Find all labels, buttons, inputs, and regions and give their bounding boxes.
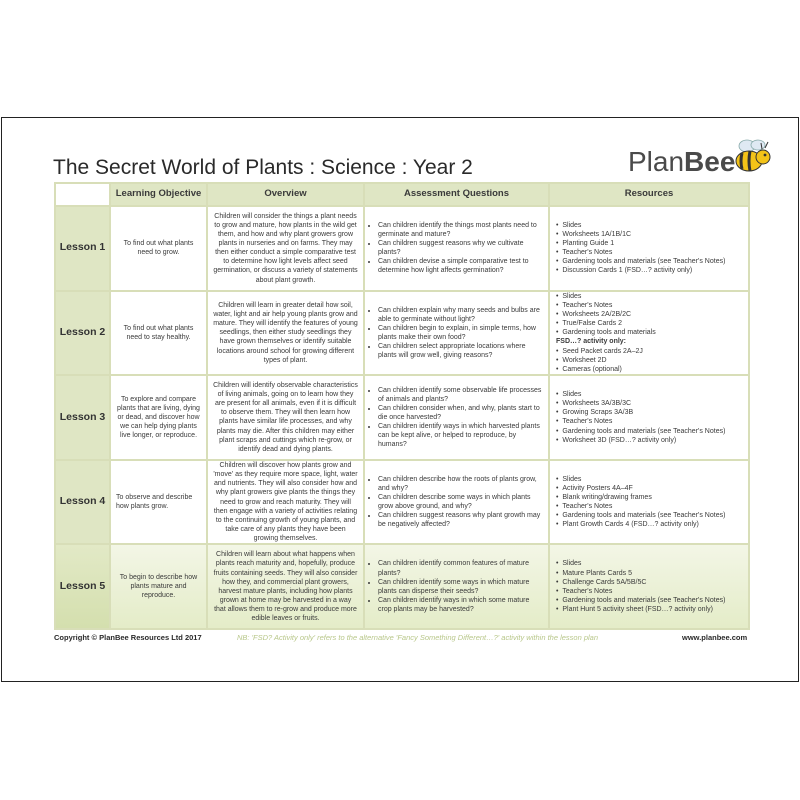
assessment-questions-cell bbox=[365, 292, 548, 375]
assessment-questions-cell bbox=[365, 545, 548, 628]
questions-list bbox=[370, 306, 543, 361]
resource-item: • Worksheets 1A/1B/1C bbox=[556, 230, 725, 239]
learning-objective-cell bbox=[111, 292, 206, 375]
lesson-overview-sheet bbox=[1, 117, 799, 682]
assessment-questions-cell bbox=[365, 461, 548, 544]
question-item: • Can children suggest reasons why plant growth may be negatively affected? bbox=[378, 511, 543, 529]
resource-item: • Mature Plants Cards 5 bbox=[556, 569, 725, 578]
resource-item: • Gardening tools and materials (see Teacher's Notes) bbox=[556, 511, 725, 520]
resources-cell bbox=[550, 292, 748, 375]
resources-list bbox=[556, 475, 725, 530]
lesson-table bbox=[54, 182, 750, 630]
header-learning-objective: Learning Objective bbox=[111, 184, 206, 205]
question-item: • Can children describe how the roots of plants grow, and why? bbox=[378, 475, 543, 493]
question-item: • Can children identify some observable life processes of animals and plants? bbox=[378, 386, 543, 404]
resource-item: • Activity Posters 4A–4F bbox=[556, 484, 725, 493]
questions-list bbox=[370, 475, 543, 530]
overview-cell bbox=[208, 292, 363, 375]
learning-objective-cell bbox=[111, 207, 206, 290]
resource-item: • Worksheets 3A/3B/3C bbox=[556, 399, 725, 408]
questions-list bbox=[370, 559, 543, 614]
lesson-label: Lesson 4 bbox=[56, 461, 109, 544]
planbee-logo bbox=[628, 146, 735, 178]
resource-item: • Gardening tools and materials bbox=[556, 328, 656, 337]
logo-text-bee: Bee bbox=[684, 146, 736, 177]
question-item: • Can children identify ways in which some mature crop plants may be harvested? bbox=[378, 596, 543, 614]
resource-subheading: FSD…? activity only: bbox=[556, 338, 627, 346]
overview-text: Children will learn about what happens when plants reach maturity and, hopefully, produce fruits containing seeds. They will also consider how they, and commercial plant growers, harvest mature plants, including how plants grown at home may be harvested in a way that allows them to re-grow and produce more edible leaves or fruits. bbox=[213, 551, 358, 622]
objective-text: To explore and compare plants that are living, dying or dead, and discover how we can help dying plants live longer, or reproduce. bbox=[117, 395, 200, 440]
question-item: • Can children select appropriate locations where plants will grow well, giving reasons? bbox=[378, 342, 543, 360]
resource-item: • Planting Guide 1 bbox=[556, 239, 725, 248]
resource-item: • Blank writing/drawing frames bbox=[556, 493, 725, 502]
objective-text: To begin to describe how plants mature and reproduce. bbox=[119, 574, 198, 600]
overview-cell bbox=[208, 376, 363, 459]
resource-item: • Slides bbox=[556, 475, 725, 484]
question-item: • Can children devise a simple comparative test to determine how light affects germination? bbox=[378, 257, 543, 275]
resource-item: • Slides bbox=[556, 221, 725, 230]
question-item: • Can children identify the things most plants need to germinate and mature? bbox=[378, 221, 543, 239]
resource-item: • Teacher's Notes bbox=[556, 248, 725, 257]
resource-item: • Worksheet 3D (FSD…? activity only) bbox=[556, 436, 725, 445]
objective-text: To find out what plants need to stay healthy. bbox=[123, 324, 194, 341]
resource-item: • Gardening tools and materials (see Teacher's Notes) bbox=[556, 427, 725, 436]
learning-objective-cell bbox=[111, 461, 206, 544]
overview-cell bbox=[208, 207, 363, 290]
logo-text-plan: Plan bbox=[628, 146, 685, 177]
overview-text: Children will learn in greater detail how soil, water, light and air help young plants grow and mature. They will identify the features of young seedlings, then either study seedlings they have grown themselves or identify suitable locations around school for growing different types of plant. bbox=[213, 302, 358, 364]
questions-list bbox=[370, 386, 543, 450]
resource-item: • Growing Scraps 3A/3B bbox=[556, 408, 725, 417]
header-resources: Resources bbox=[550, 184, 748, 205]
resource-item: • Discussion Cards 1 (FSD…? activity only) bbox=[556, 266, 725, 275]
question-item: • Can children explain why many seeds and bulbs are able to germinate without light? bbox=[378, 306, 543, 324]
lesson-label: Lesson 3 bbox=[56, 376, 109, 459]
question-item: • Can children identify common features of mature plants? bbox=[378, 559, 543, 577]
resource-item: • Teacher's Notes bbox=[556, 417, 725, 426]
overview-text: Children will consider the things a plant needs to grow and mature, how plants in the wild get them, and how and why plant growers grow plants in nurseries and on farms. They may then either conduct a simple comparative test to determine how light levels affect seed germination, or discuss a variety of statements about plant growth. bbox=[213, 212, 358, 284]
resources-cell bbox=[550, 207, 748, 290]
resource-item: • True/False Cards 2 bbox=[556, 319, 656, 328]
objective-text: To observe and describe how plants grow. bbox=[116, 494, 193, 511]
lesson-label: Lesson 5 bbox=[56, 545, 109, 628]
resource-item: • Worksheets 2A/2B/2C bbox=[556, 310, 656, 319]
overview-text: Children will identify observable characteristics of living animals, going on to learn how they are present for all animals, even if it is difficult to observe them. They will then learn how plants have similar life processes, and why plants may die. After this children may either plant scraps and cuttings which re-grow, or identify dead and dying plants. bbox=[213, 382, 358, 453]
resource-item: • Teacher's Notes bbox=[556, 502, 725, 511]
resource-item: • Plant Hunt 5 activity sheet (FSD…? activity only) bbox=[556, 605, 725, 614]
questions-list bbox=[370, 221, 543, 276]
resource-item: • Gardening tools and materials (see Teacher's Notes) bbox=[556, 596, 725, 605]
resources-list bbox=[556, 390, 725, 445]
resource-item: • Seed Packet cards 2A–2J bbox=[556, 347, 656, 356]
resources-list bbox=[556, 292, 656, 374]
resource-item: • Challenge Cards 5A/5B/5C bbox=[556, 578, 725, 587]
bee-icon bbox=[727, 136, 775, 176]
resource-item: • Worksheet 2D bbox=[556, 356, 656, 365]
resource-item: • Plant Growth Cards 4 (FSD…? activity only) bbox=[556, 520, 725, 529]
resources-cell bbox=[550, 376, 748, 459]
document-title: The Secret World of Plants : Science : Year 2 bbox=[53, 156, 473, 179]
website-link[interactable]: www.planbee.com bbox=[682, 633, 748, 642]
assessment-questions-cell bbox=[365, 376, 548, 459]
objective-text: To find out what plants need to grow. bbox=[123, 240, 194, 257]
header-overview: Overview bbox=[208, 184, 363, 205]
fsd-note: NB: 'FSD? Activity only' refers to the alternative 'Fancy Something Different…?' activity within the lesson plan bbox=[237, 633, 599, 642]
lesson-label: Lesson 1 bbox=[56, 207, 109, 290]
resource-item: • Gardening tools and materials (see Teacher's Notes) bbox=[556, 257, 725, 266]
lesson-label: Lesson 2 bbox=[56, 292, 109, 375]
header-assessment-questions: Assessment Questions bbox=[365, 184, 548, 205]
copyright-text: Copyright © PlanBee Resources Ltd 2017 bbox=[54, 633, 202, 642]
question-item: • Can children suggest reasons why we cultivate plants? bbox=[378, 239, 543, 257]
question-item: • Can children identify some ways in which mature plants can disperse their seeds? bbox=[378, 578, 543, 596]
question-item: • Can children describe some ways in which plants grow above ground, and why? bbox=[378, 493, 543, 511]
assessment-questions-cell bbox=[365, 207, 548, 290]
learning-objective-cell bbox=[111, 376, 206, 459]
resource-item: • Cameras (optional) bbox=[556, 365, 656, 374]
resource-item: • Teacher's Notes bbox=[556, 301, 656, 310]
table-corner bbox=[56, 184, 109, 205]
resource-item: • Slides bbox=[556, 292, 656, 301]
overview-cell bbox=[208, 461, 363, 544]
resource-item: • Slides bbox=[556, 559, 725, 568]
overview-cell bbox=[208, 545, 363, 628]
learning-objective-cell bbox=[111, 545, 206, 628]
question-item: • Can children begin to explain, in simple terms, how plants make their own food? bbox=[378, 324, 543, 342]
overview-text: Children will discover how plants grow and 'move' as they require more space, light, water and nutrients. They will also consider how and why plant growers give plants the things they need to grow and reach maturity. They will then engage with a variety of activities relating to the continuing growth of young plants, and take care of any plants they have been growing themselves. bbox=[213, 462, 358, 542]
resources-cell bbox=[550, 461, 748, 544]
resources-cell bbox=[550, 545, 748, 628]
question-item: • Can children identify ways in which harvested plants can be kept alive, or helped to reproduce, by humans? bbox=[378, 422, 543, 449]
question-item: • Can children consider when, and why, plants start to die once harvested? bbox=[378, 404, 543, 422]
resource-item: • Teacher's Notes bbox=[556, 587, 725, 596]
resources-list bbox=[556, 221, 725, 276]
resources-list bbox=[556, 559, 725, 614]
resource-item: • Slides bbox=[556, 390, 725, 399]
